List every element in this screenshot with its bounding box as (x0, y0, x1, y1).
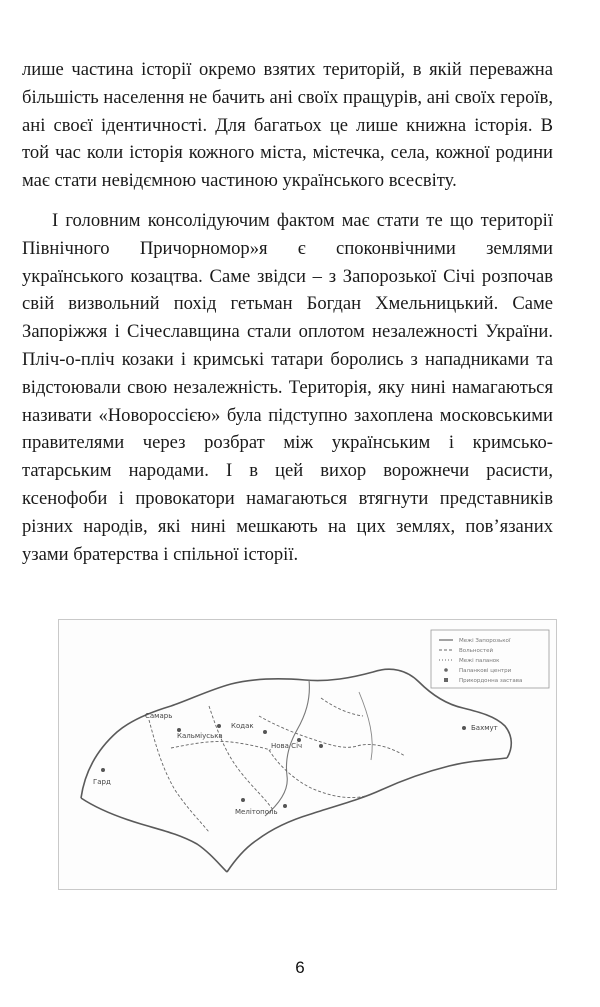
place-label: Кальміуська (177, 732, 223, 740)
settlement-marker (101, 768, 105, 772)
settlement-marker (319, 744, 323, 748)
place-label: Бахмут (471, 724, 498, 732)
legend-entry: Межі Запорозької (459, 638, 511, 644)
legend-entry: Межі паланок (459, 658, 500, 664)
map-drawing (59, 620, 556, 889)
body-text (22, 56, 553, 568)
river-east (359, 692, 372, 760)
place-label: Кодак (231, 722, 254, 730)
legend-entry: Вольностей (459, 648, 494, 654)
historical-map (58, 619, 557, 890)
settlement-marker (462, 726, 466, 730)
palanka-boundary-6 (321, 698, 363, 716)
place-label: Самарь (145, 712, 173, 720)
place-label: Нова Січ (271, 742, 303, 750)
place-label: Гард (93, 778, 111, 786)
legend-entry: Прикордонна застава (459, 678, 523, 684)
legend-entry: Паланкові центри (459, 668, 512, 674)
palanka-boundary-3 (259, 716, 405, 756)
settlement-marker (241, 798, 245, 802)
settlement-marker (263, 730, 267, 734)
palanka-boundary-5 (171, 741, 271, 750)
coastline (81, 758, 507, 872)
paragraph-main: І головним консолідуючим фактом має стати те що території Північного Причорномор»я є споконвічними землями українського козацтва. Саме звідси – з Запорозької Січі розпочав свій визвольний похід гетьман Богдан Хмельницький. Саме Запоріжжя і Січеславщина стали оплотом незалежності України. Пліч-о-пліч козаки і кримські татари боролись з нападниками та відстоювали свою незалежність. Територія, яку нині намагаються називати «Новороссією» була підступно захоплена московськими правителями через розбрат між українським і кримсько-татарським народами. І в цей вихор ворожнечи расисти, ксенофоби і провокатори намагаються втягнути представників різних народів, які нині мешкають на цих землях, пов’язаних узами братерства і спільної історії. (22, 209, 553, 565)
palanka-boundary-4 (269, 750, 365, 798)
paragraph-continuation: лише частина історії окремо взятих територій, в якій переважна більшість населення не бачить ані своїх пращурів, ані своїх героїв, ані своєї ідентичності. Для багатьох це лише книжна історія. В той час коли історія кожного міста, містечка, села, кожної родини має стати невідємною частиною українського всесвіту. (22, 59, 553, 192)
settlement-marker (283, 804, 287, 808)
map-legend (431, 630, 549, 688)
place-label: Мелітополь (235, 808, 278, 816)
page-number: 6 (295, 958, 305, 977)
settlement-marker (217, 724, 221, 728)
